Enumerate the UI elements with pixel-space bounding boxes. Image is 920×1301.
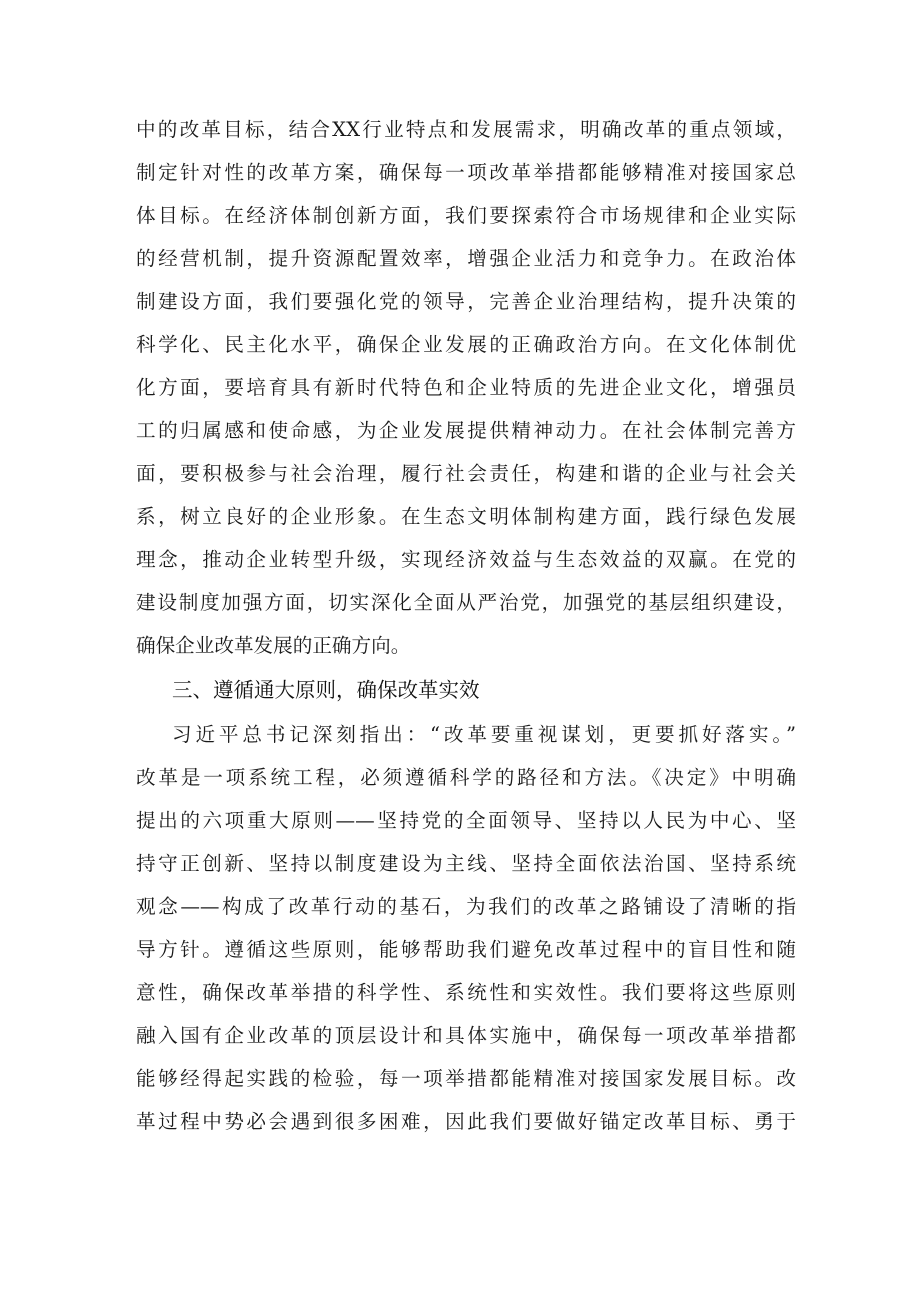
text-line: 工的归属感和使命感，为企业发展提供精神动力。在社会体制完善方 (136, 419, 796, 442)
text-line: 体目标。在经济体制创新方面，我们要探索符合市场规律和企业实际 (136, 204, 796, 227)
paragraph-reform-areas (136, 108, 796, 667)
text-line: 能够经得起实践的检验，每一项举措都能精准对接国家发展目标。改 (136, 1067, 796, 1090)
text-line: 建设制度加强方面，切实深化全面从严治党，加强党的基层组织建设， (136, 591, 796, 614)
text-line: 系，树立良好的企业形象。在生态文明体制构建方面，践行绿色发展 (136, 505, 796, 528)
text-line: 提出的六项重大原则——坚持党的全面领导、坚持以人民为中心、坚 (136, 809, 796, 832)
text-line: 科学化、民主化水平，确保企业发展的正确政治方向。在文化体制优 (136, 333, 796, 356)
text-line: 改革是一项系统工程，必须遵循科学的路径和方法。《决定》中明确 (136, 766, 796, 789)
text-line: 观念——构成了改革行动的基石，为我们的改革之路铺设了清晰的指 (136, 895, 796, 918)
paragraph-major-principles (136, 713, 796, 1143)
text-line: 习近平总书记深刻指出：“改革要重视谋划，更要抓好落实。” (172, 723, 796, 746)
text-line: 革过程中势必会遇到很多困难，因此我们要做好锚定改革目标、勇于 (136, 1110, 796, 1133)
text-line: 理念，推动企业转型升级，实现经济效益与生态效益的双赢。在党的 (136, 548, 796, 571)
text-line: 中的改革目标，结合XX行业特点和发展需求，明确改革的重点领域， (136, 118, 796, 141)
text-line: 制定针对性的改革方案，确保每一项改革举措都能够精准对接国家总 (136, 161, 796, 184)
text-line: 面，要积极参与社会治理，履行社会责任，构建和谐的企业与社会关 (136, 462, 796, 485)
text-line: 导方针。遵循这些原则，能够帮助我们避免改革过程中的盲目性和随 (136, 938, 796, 961)
document-body (136, 108, 796, 1143)
text-line: 的经营机制，提升资源配置效率，增强企业活力和竞争力。在政治体 (136, 247, 796, 270)
section-heading: 三、遵循通大原则，确保改革实效 (172, 678, 480, 702)
text-line: 意性，确保改革举措的科学性、系统性和实效性。我们要将这些原则 (136, 981, 796, 1004)
text-line: 化方面，要培育具有新时代特色和企业特质的先进企业文化，增强员 (136, 376, 796, 399)
text-line: 确保企业改革发展的正确方向。 (136, 634, 411, 657)
text-line: 持守正创新、坚持以制度建设为主线、坚持全面依法治国、坚持系统 (136, 852, 796, 875)
text-line: 融入国有企业改革的顶层设计和具体实施中，确保每一项改革举措都 (136, 1024, 796, 1047)
text-line: 制建设方面，我们要强化党的领导，完善企业治理结构，提升决策的 (136, 290, 796, 313)
